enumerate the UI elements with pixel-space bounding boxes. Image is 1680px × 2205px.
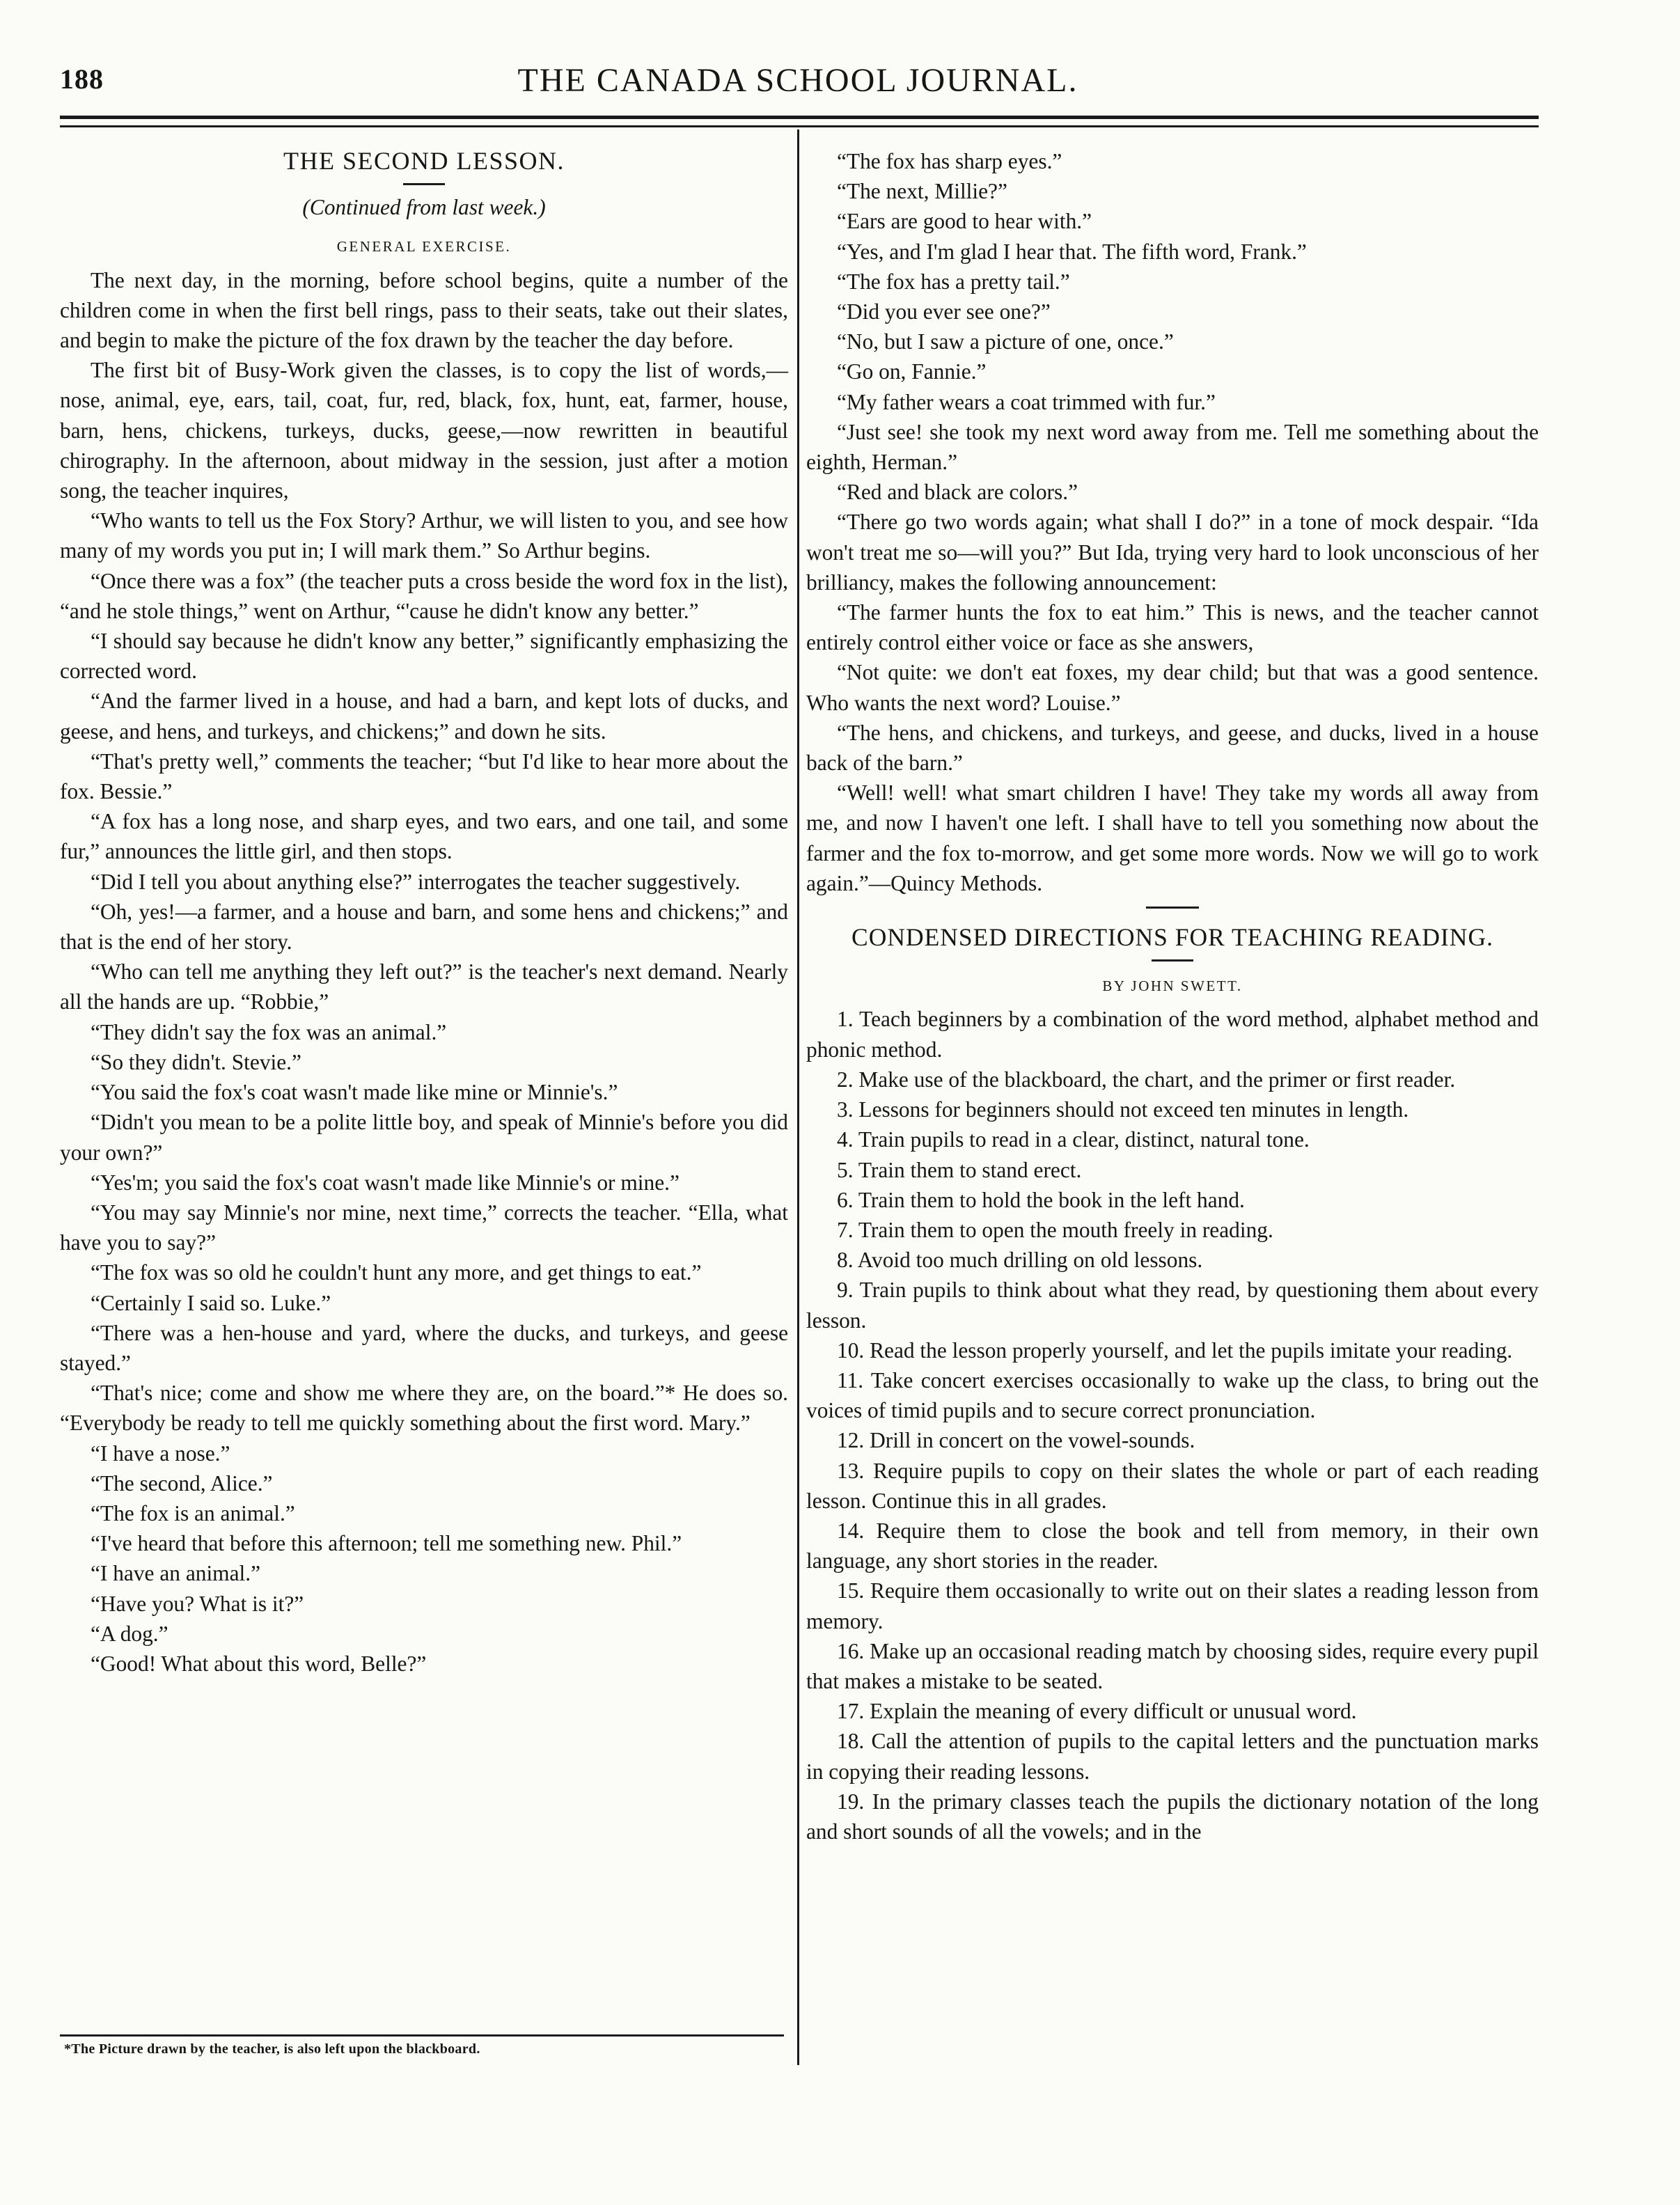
- paragraph: “A dog.”: [91, 1621, 168, 1646]
- paragraph: “So they didn't. Stevie.”: [91, 1049, 301, 1074]
- footnote-rule: [60, 2034, 784, 2037]
- paragraph: “The next, Millie?”: [837, 179, 1007, 204]
- list-item: 19. In the primary classes teach the pupils the dictionary notation of the long and short sounds of all the vowels; and in the: [806, 1789, 1539, 1844]
- list-item: 10. Read the lesson properly yourself, and let the pupils imitate your reading.: [837, 1337, 1513, 1363]
- paragraph: “That's nice; come and show me where they are, on the board.”* He does so. “Everybody be ready to tell me quickly something about the first word. Mary.”: [60, 1381, 788, 1436]
- list-item: 17. Explain the meaning of every difficult or unusual word.: [837, 1699, 1357, 1724]
- paragraph: “My father wears a coat trimmed with fur.”: [837, 389, 1216, 414]
- list-item: 16. Make up an occasional reading match by choosing sides, require every pupil that makes a mistake to be seated.: [806, 1638, 1539, 1693]
- section-divider-rule: [1146, 907, 1199, 909]
- paragraph: “You said the fox's coat wasn't made like mine or Minnie's.”: [91, 1080, 618, 1105]
- paragraph: “They didn't say the fox was an animal.”: [91, 1019, 447, 1044]
- section2-title-rule: [1152, 959, 1193, 962]
- list-item: 11. Take concert exercises occasionally to wake up the class, to bring out the voices of timid pupils and to secure correct pronunciation.: [806, 1367, 1539, 1423]
- paragraph: “Once there was a fox” (the teacher puts a cross beside the word fox in the list), “and he stole things,” went on Arthur, “'cause he didn't know any better.”: [60, 568, 788, 623]
- list-item: 9. Train pupils to think about what they read, by questioning them about every lesson.: [806, 1278, 1539, 1333]
- header-rule-thick: [60, 116, 1539, 119]
- paragraph: “Certainly I said so. Luke.”: [91, 1290, 331, 1315]
- paragraph: “You may say Minnie's nor mine, next time,” corrects the teacher. “Ella, what have you to say?”: [60, 1200, 788, 1255]
- paragraph: The next day, in the morning, before school begins, quite a number of the children come in when the first bell rings, pass to their seats, take out their slates, and begin to make the picture of the fox drawn by the teacher the day before.: [60, 267, 788, 353]
- list-item: 15. Require them occasionally to write out on their slates a reading lesson from memory.: [806, 1578, 1539, 1633]
- paragraph: “The fox is an animal.”: [91, 1500, 295, 1525]
- column-divider: [797, 130, 799, 2065]
- paragraph: “The fox has a pretty tail.”: [837, 269, 1070, 294]
- paragraph: “The farmer hunts the fox to eat him.” This is news, and the teacher cannot entirely control either voice or face as she answers,: [806, 600, 1539, 655]
- article-title: THE SECOND LESSON.: [283, 147, 565, 175]
- list-item: 12. Drill in concert on the vowel-sounds.: [837, 1428, 1195, 1453]
- list-item: 4. Train pupils to read in a clear, distinct, natural tone.: [837, 1127, 1310, 1152]
- section2-title: CONDENSED DIRECTIONS FOR TEACHING READING.: [851, 923, 1493, 952]
- list-item: 14. Require them to close the book and tell from memory, in their own language, any short stories in the reader.: [806, 1518, 1539, 1574]
- list-item: 13. Require pupils to copy on their slates the whole or part of each reading lesson. Continue this in all grades.: [806, 1458, 1539, 1513]
- page-number: 188: [60, 63, 104, 95]
- paragraph: “Not quite: we don't eat foxes, my dear child; but that was a good sentence. Who wants the next word? Louise.”: [806, 660, 1539, 715]
- list-item: 5. Train them to stand erect.: [837, 1157, 1082, 1182]
- paragraph: “I should say because he didn't know any better,” significantly emphasizing the corrected word.: [60, 629, 788, 684]
- paragraph: “That's pretty well,” comments the teacher; “but I'd like to hear more about the fox. Bessie.”: [60, 748, 788, 804]
- footnote: *The Picture drawn by the teacher, is also left upon the blackboard.: [64, 2041, 480, 2057]
- paragraph: “Did I tell you about anything else?” interrogates the teacher suggestively.: [91, 869, 741, 894]
- section-heading: GENERAL EXERCISE.: [336, 238, 512, 256]
- page-header: [60, 60, 1536, 102]
- paragraph: “Yes, and I'm glad I hear that. The fifth word, Frank.”: [837, 239, 1307, 264]
- list-item: 2. Make use of the blackboard, the chart, and the primer or first reader.: [837, 1067, 1456, 1092]
- paragraph: “The fox has sharp eyes.”: [837, 149, 1062, 173]
- list-item: 6. Train them to hold the book in the left hand.: [837, 1187, 1245, 1212]
- paragraph: “The hens, and chickens, and turkeys, and geese, and ducks, lived in a house back of the barn.”: [806, 720, 1539, 776]
- right-column: [806, 146, 1539, 1846]
- list-item: 7. Train them to open the mouth freely in reading.: [837, 1217, 1273, 1242]
- list-item: 8. Avoid too much drilling on old lessons.: [837, 1248, 1203, 1273]
- paragraph: “Who wants to tell us the Fox Story? Arthur, we will listen to you, and see how many of my words you put in; I will mark them.” So Arthur begins.: [60, 508, 788, 563]
- right-paragraphs: [806, 146, 1539, 898]
- list-item: 18. Call the attention of pupils to the capital letters and the punctuation marks in copying their reading lessons.: [806, 1729, 1539, 1784]
- paragraph: “Have you? What is it?”: [91, 1591, 304, 1616]
- section2-byline: BY JOHN SWETT.: [1102, 978, 1243, 995]
- paragraph: “Did you ever see one?”: [837, 299, 1051, 324]
- paragraph: “Didn't you mean to be a polite little boy, and speak of Minnie's before you did your own?”: [60, 1110, 788, 1165]
- paragraph: “Well! well! what smart children I have! They take my words all away from me, and now I haven't one left. I shall have to tell you something now about the farmer and the fox to-morrow, and get some more words. Now we will go to work again.”—Quincy Methods.: [806, 780, 1539, 895]
- paragraph: “I have a nose.”: [91, 1441, 230, 1466]
- paragraph: “Good! What about this word, Belle?”: [91, 1651, 427, 1676]
- left-paragraphs: [60, 265, 788, 1679]
- paragraph: “And the farmer lived in a house, and had a barn, and kept lots of ducks, and geese, and hens, and turkeys, and chickens;” and down he sits.: [60, 689, 788, 744]
- paragraph: “I have an animal.”: [91, 1561, 261, 1586]
- header-rule-thin: [60, 125, 1539, 127]
- paragraph: “Oh, yes!—a farmer, and a house and barn, and some hens and chickens;” and that is the end of her story.: [60, 899, 788, 955]
- paragraph: “Ears are good to hear with.”: [837, 209, 1092, 234]
- paragraph: “Yes'm; you said the fox's coat wasn't made like Minnie's or mine.”: [91, 1170, 680, 1195]
- paragraph: “Just see! she took my next word away from me. Tell me something about the eighth, Herman.”: [806, 419, 1539, 475]
- paragraph: “There was a hen-house and yard, where the ducks, and turkeys, and geese stayed.”: [60, 1320, 788, 1375]
- paragraph: “I've heard that before this afternoon; tell me something new. Phil.”: [91, 1531, 682, 1556]
- list-item: 1. Teach beginners by a combination of the word method, alphabet method and phonic method.: [806, 1007, 1539, 1062]
- paragraph: “Red and black are colors.”: [837, 480, 1078, 505]
- section2-items: [806, 1004, 1539, 1846]
- article-subtitle: (Continued from last week.): [302, 195, 546, 220]
- paragraph: “There go two words again; what shall I do?” in a tone of mock despair. “Ida won't treat me so—will you?” But Ida, trying very hard to look unconscious of her brilliancy, makes the following announcement:: [806, 510, 1539, 595]
- left-column: [60, 146, 788, 1679]
- paragraph: “Who can tell me anything they left out?” is the teacher's next demand. Nearly all the hands are up. “Robbie,”: [60, 959, 788, 1014]
- paragraph: The first bit of Busy-Work given the classes, is to copy the list of words,—nose, animal, eye, ears, tail, coat, fur, red, black, fox, hunt, eat, farmer, house, barn, hens, chickens, turkeys, ducks, geese,—now rewritten in beautiful chirography. In the afternoon, about midway in the session, just after a motion song, the teacher inquires,: [60, 358, 788, 503]
- paragraph: “The second, Alice.”: [91, 1470, 273, 1496]
- paragraph: “A fox has a long nose, and sharp eyes, and two ears, and one tail, and some fur,” announces the little girl, and then stops.: [60, 809, 788, 864]
- paragraph: “Go on, Fannie.”: [837, 359, 987, 384]
- list-item: 3. Lessons for beginners should not exceed ten minutes in length.: [837, 1097, 1409, 1122]
- paragraph: “No, but I saw a picture of one, once.”: [837, 329, 1174, 354]
- title-rule: [403, 183, 445, 185]
- journal-title: THE CANADA SCHOOL JOURNAL.: [517, 62, 1078, 99]
- paragraph: “The fox was so old he couldn't hunt any more, and get things to eat.”: [91, 1260, 702, 1285]
